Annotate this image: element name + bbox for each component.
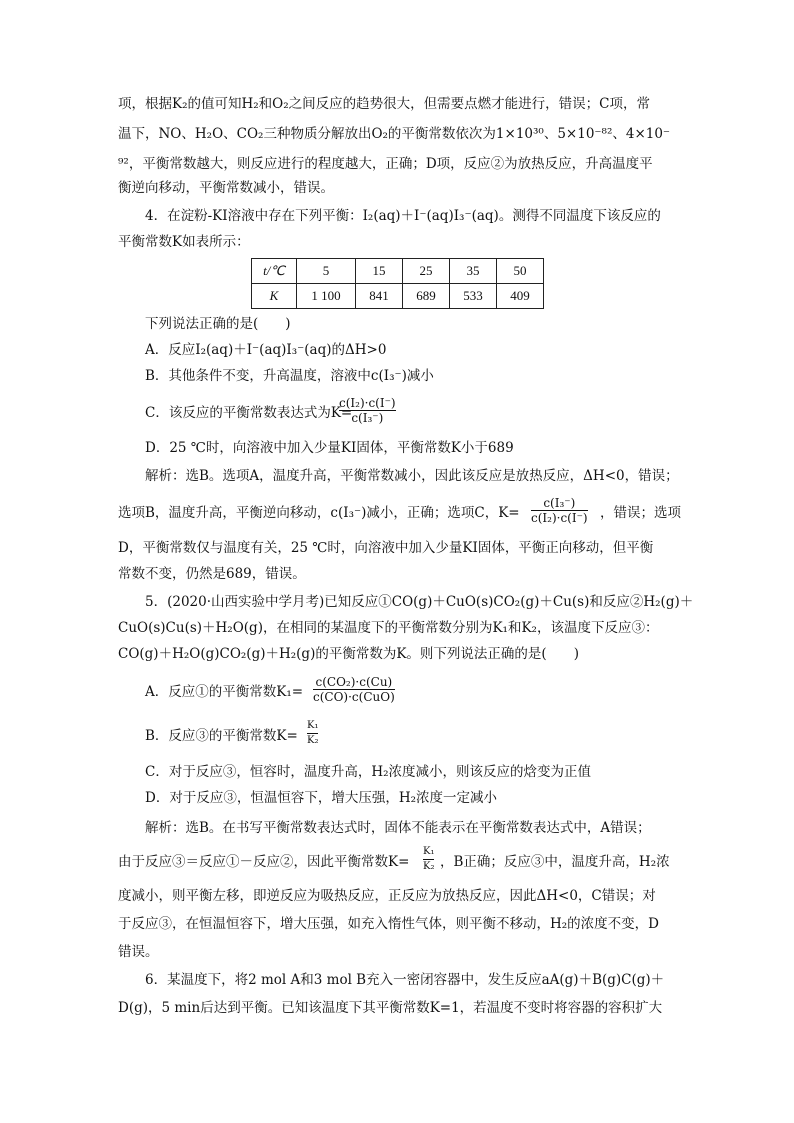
solution-line: 于反应③，在恒温恒容下，增大压强，如充入惰性气体，则平衡不移动，H₂的浓度不变，D — [118, 916, 660, 932]
numerator: K₁ — [423, 846, 435, 857]
table-cell: 5 — [297, 259, 356, 284]
option-a: A．反应I₂(aq)＋I⁻(aq)I₃⁻(aq)的ΔH>0 — [145, 342, 387, 358]
fraction — [313, 675, 395, 704]
table-cell: K — [252, 284, 297, 309]
option-c: C．对于反应③，恒容时，温度升高，H₂浓度减小，则该反应的焓变为正值 — [145, 764, 592, 780]
question-5-stem: 5．(2020·山西实验中学月考)已知反应①CO(g)＋CuO(s)CO₂(g)＋Cu(s)和反应②H₂(g)＋ — [145, 594, 694, 610]
table-row — [252, 259, 544, 284]
table-cell: 15 — [356, 259, 403, 284]
equilibrium-constant-table — [251, 258, 544, 309]
numerator: K₁ — [307, 720, 319, 731]
solution-line: 选项B，温度升高，平衡逆向移动，c(I₃⁻)减小，正确；选项C，K= — [118, 505, 520, 521]
fraction — [307, 719, 318, 748]
solution-line: 错误。 — [118, 944, 159, 960]
solution-line: 度减小，则平衡左移，即逆反应为吸热反应，正反应为放热反应，因此ΔH<0，C错误；对 — [118, 888, 656, 904]
paragraph-line: ⁹²，平衡常数越大，则反应进行的程度越大，正确；D项，反应②为放热反应，升高温度平 — [118, 156, 653, 172]
table-cell: 841 — [356, 284, 403, 309]
paragraph-line: 衡逆向移动，平衡常数减小，错误。 — [118, 180, 334, 196]
option-b: B．其他条件不变，升高温度，溶液中c(I₃⁻)减小 — [145, 368, 434, 384]
option-d: D．对于反应③，恒温恒容下，增大压强，H₂浓度一定减小 — [145, 790, 498, 806]
table-cell: 409 — [497, 284, 544, 309]
question-5-stem: CuO(s)Cu(s)＋H₂O(g)，在相同的某温度下的平衡常数分别为K₁和K₂，该温度下反应③： — [118, 620, 659, 636]
solution-line: 常数不变，仍然是689，错误。 — [118, 566, 306, 582]
table-cell: 25 — [403, 259, 450, 284]
option-d: D．25 ℃时，向溶液中加入少量KI固体，平衡常数K小于689 — [145, 440, 514, 456]
fraction — [339, 396, 396, 425]
numerator: c(I₂)·c(I⁻) — [339, 396, 396, 410]
fraction — [531, 496, 588, 525]
table-cell: 533 — [450, 284, 497, 309]
question-6-stem: 6．某温度下，将2 mol A和3 mol B充入一密闭容器中，发生反应aA(g)＋B(g)C(g)＋ — [145, 972, 665, 988]
paragraph-line: 项，根据K₂的值可知H₂和O₂之间反应的趋势很大，但需要点燃才能进行，错误；C项，常 — [118, 96, 650, 112]
paragraph-line: 温下，NO、H₂O、CO₂三种物质分解放出O₂的平衡常数依次为1×10³⁰、5×10⁻⁸²、4×10⁻ — [118, 126, 671, 142]
fraction — [423, 845, 434, 874]
solution-line: 由于反应③＝反应①－反应②，因此平衡常数K= — [118, 854, 410, 870]
solution-line: 解析：选B。选项A，温度升高，平衡常数减小，因此该反应是放热反应，ΔH<0，错误； — [145, 468, 679, 484]
table-cell: 689 — [403, 284, 450, 309]
option-c: C．该反应的平衡常数表达式为K= — [145, 405, 353, 421]
option-a: A．反应①的平衡常数K₁= — [145, 684, 304, 700]
option-b: B．反应③的平衡常数K= — [145, 728, 298, 744]
denominator: c(CO)·c(CuO) — [313, 690, 395, 704]
numerator: c(I₃⁻) — [543, 496, 576, 510]
table-cell: t/℃ — [252, 259, 297, 284]
denominator: c(I₂)·c(I⁻) — [531, 511, 588, 525]
table-cell: 35 — [450, 259, 497, 284]
solution-line: ，B正确；反应③中，温度升高，H₂浓 — [440, 854, 670, 870]
table-cell: 1 100 — [297, 284, 356, 309]
denominator: c(I₃⁻) — [339, 410, 396, 425]
denominator: K₂ — [423, 861, 435, 872]
denominator: K₂ — [307, 735, 319, 746]
question-5-stem: CO(g)＋H₂O(g)CO₂(g)＋H₂(g)的平衡常数为K。则下列说法正确的是( ) — [118, 646, 579, 662]
question-4-prompt: 下列说法正确的是( ) — [145, 316, 291, 332]
solution-line: D，平衡常数仅与温度有关，25 ℃时，向溶液中加入少量KI固体，平衡正向移动，但平衡 — [118, 540, 654, 556]
table-row — [252, 284, 544, 309]
solution-line: ，错误；选项 — [600, 505, 681, 521]
numerator: c(CO₂)·c(Cu) — [315, 675, 393, 689]
table-cell: 50 — [497, 259, 544, 284]
question-4-stem: 4．在淀粉-KI溶液中存在下列平衡：I₂(aq)＋I⁻(aq)I₃⁻(aq)。测得不同温度下该反应的 — [145, 208, 661, 224]
solution-line: 解析：选B。在书写平衡常数表达式时，固体不能表示在平衡常数表达式中，A错误； — [145, 820, 651, 836]
question-4-stem: 平衡常数K如表所示： — [118, 234, 250, 250]
question-6-stem: D(g)，5 min后达到平衡。已知该温度下其平衡常数K=1，若温度不变时将容器的容积扩大 — [118, 1000, 663, 1016]
